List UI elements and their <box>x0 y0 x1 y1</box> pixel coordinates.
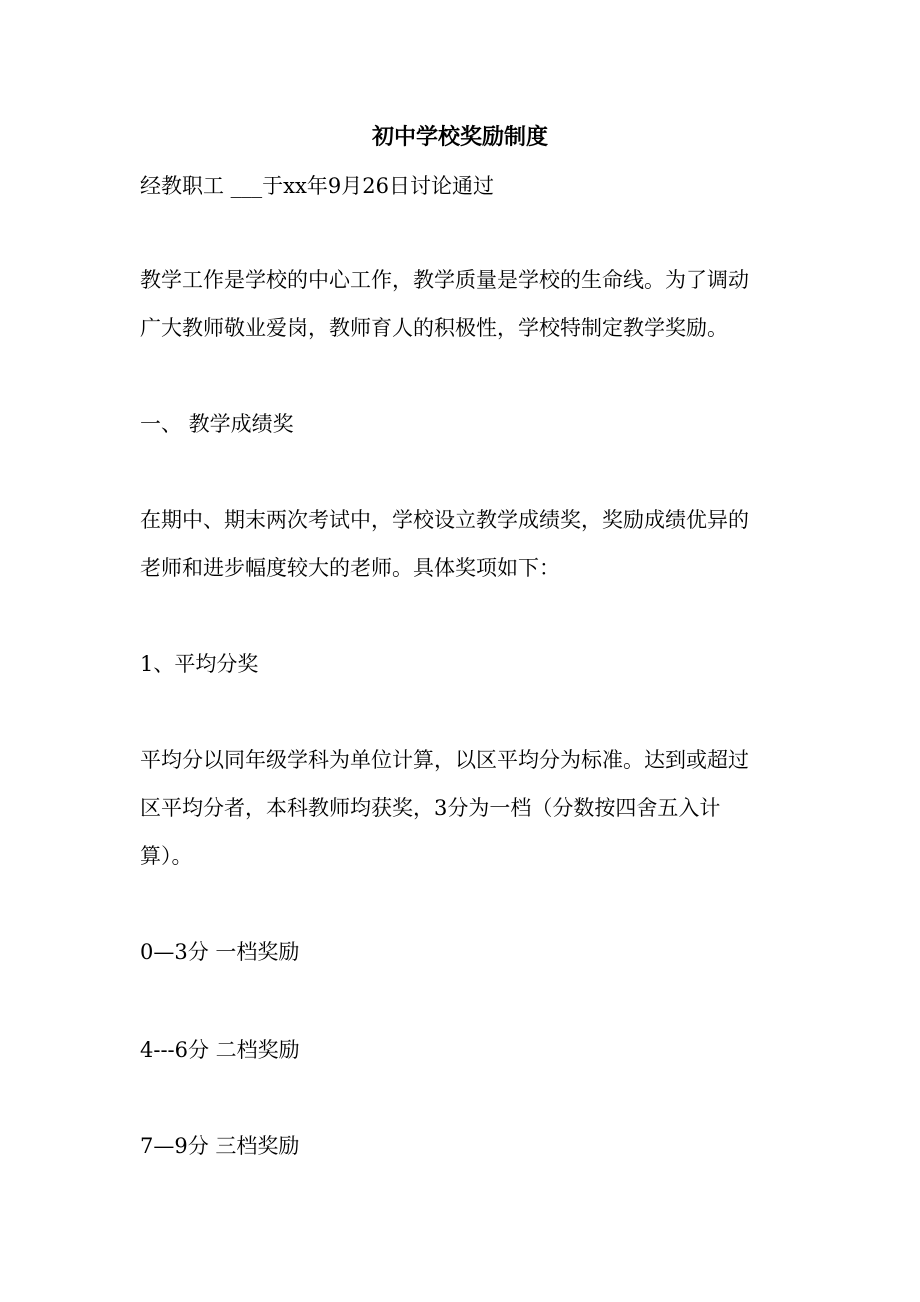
intro-line-1: 教学工作是学校的中心工作，教学质量是学校的生命线。为了调动 <box>140 268 749 292</box>
item-body-line-1: 平均分以同年级学科为单位计算，以区平均分为标准。达到或超过 <box>140 748 749 772</box>
section-body-line-2: 老师和进步幅度较大的老师。具体奖项如下： <box>140 556 560 580</box>
section-heading-teaching-results: 一、 教学成绩奖 <box>140 412 294 436</box>
item-heading-average-score: 1、平均分奖 <box>140 652 259 676</box>
item-body-line-2: 区平均分者，本科教师均获奖，3分为一档（分数按四舍五入计 <box>140 796 721 820</box>
item-body-line-3: 算）。 <box>140 844 193 868</box>
document-title: 初中学校奖励制度 <box>371 124 548 150</box>
intro-line-2: 广大教师敬业爱岗，教师育人的积极性，学校特制定教学奖励。 <box>140 316 728 340</box>
tier-line-1: 0—3分 一档奖励 <box>140 940 300 964</box>
tier-line-2: 4---6分 二档奖励 <box>140 1038 300 1062</box>
section-body-line-1: 在期中、期末两次考试中，学校设立教学成绩奖，奖励成绩优异的 <box>140 508 749 532</box>
tier-line-3: 7—9分 三档奖励 <box>140 1134 300 1158</box>
approval-note: 经教职工 ___于xx年9月26日讨论通过 <box>140 174 494 198</box>
